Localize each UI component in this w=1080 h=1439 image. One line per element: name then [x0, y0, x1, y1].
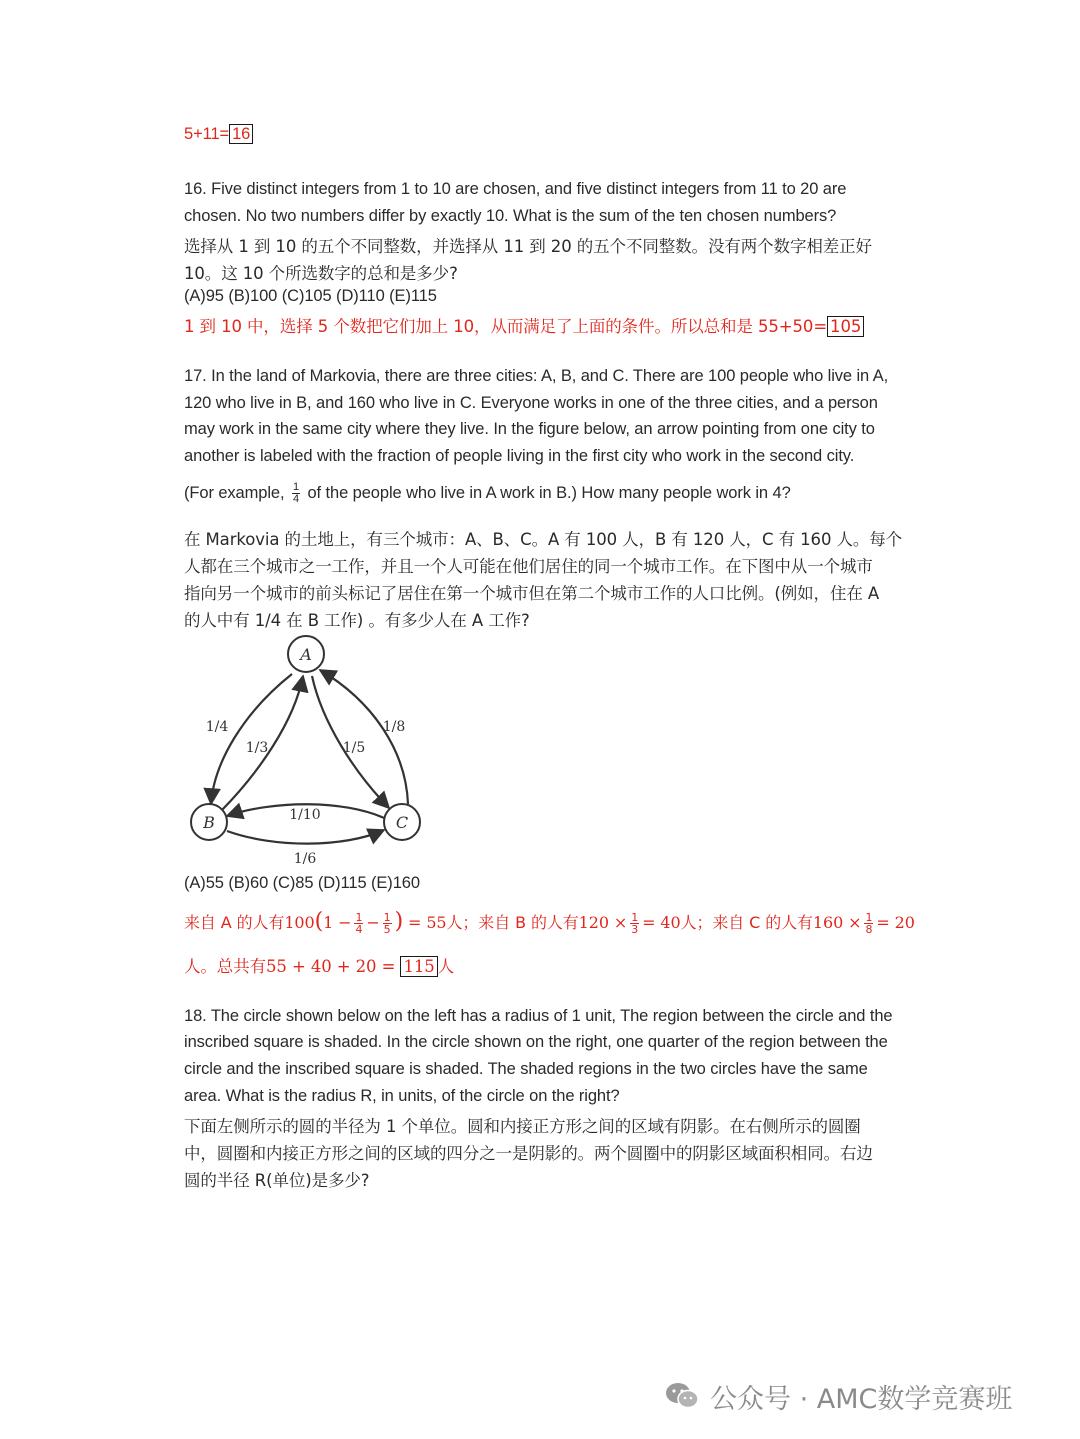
q16-en-line1: 16. Five distinct integers from 1 to 10 are chosen, and five distinct integers from 11 to 20 are [184, 180, 847, 198]
q17-example-post: of the people who live in A work in B.) How many people work in 4? [307, 483, 791, 502]
q17-sol-frac2 [383, 912, 392, 935]
q17-choices: (A)55 (B)60 (C)85 (D)115 (E)160 [184, 874, 420, 892]
fraction-numerator: 1 [383, 911, 391, 924]
q16-solution-text: 1 到 10 中，选择 5 个数把它们加上 10，从而满足了上面的条件。所以总和是 55+50= [184, 317, 828, 336]
edge-label-c-to-a: 1/8 [382, 719, 406, 735]
edge-b-to-c [227, 830, 384, 844]
q17-sol-math1c: = 55 [408, 913, 447, 932]
q17-sol2-pre: 人。总共有 [184, 957, 267, 976]
q17-sol-math3b: = 20 [876, 913, 915, 932]
q17-en-line5 [184, 482, 791, 505]
city-flow-diagram [184, 632, 444, 872]
q16-zh-line2: 10。这 10 个所选数字的总和是多少? [184, 264, 458, 283]
q17-zh-line1: 在 Markovia 的土地上，有三个城市：A、B、C。A 有 100 人，B 有 120 人，C 有 160 人。每个 [184, 530, 903, 549]
q18-en-line1: 18. The circle shown below on the left has a radius of 1 unit, The region between the circle and the [184, 1007, 893, 1025]
q17-sol-part3: 人；来自 C 的人有 [680, 913, 813, 932]
watermark [664, 1376, 1012, 1416]
fraction-numerator: 1 [292, 481, 299, 493]
edge-c-to-a [320, 670, 408, 804]
q17-sol-math1a: 100 [284, 913, 315, 932]
q18-en-line2: inscribed square is shaded. In the circle shown on the right, one quarter of the region between the [184, 1033, 888, 1051]
prev-answer-box: 16 [229, 124, 253, 144]
fraction-denominator: 8 [865, 923, 873, 936]
q16-zh-line1: 选择从 1 到 10 的五个不同整数，并选择从 11 到 20 的五个不同整数。没有两个数字相差正好 [184, 237, 872, 256]
q17-sol2-post: 人 [437, 957, 455, 976]
edge-label-a-to-b: 1/4 [205, 719, 229, 735]
edge-label-b-to-a: 1/3 [245, 740, 269, 756]
q17-sol-part2: 人；来自 B 的人有 [446, 913, 579, 932]
edge-a-to-b [211, 674, 292, 804]
fraction-denominator: 3 [631, 923, 639, 936]
prev-answer [184, 125, 253, 144]
watermark-text: 公众号 · AMC数学竞赛班 [710, 1383, 1013, 1415]
edge-label-c-to-b: 1/10 [289, 807, 321, 823]
q17-sol2-math: 55 + 40 + 20 = [266, 957, 396, 976]
fraction-numerator: 1 [865, 911, 873, 924]
q17-en-line3: may work in the same city where they live. In the figure below, an arrow pointing from one city to [184, 420, 875, 438]
q18-zh-line2: 中，圆圈和内接正方形之间的区域的四分之一是阴影的。两个圆圈中的阴影区域面积相同。右边 [184, 1144, 873, 1163]
wechat-icon [664, 1381, 700, 1411]
q17-sol-math2a: 120 × [578, 913, 628, 932]
q17-en-line2: 120 who live in B, and 160 who live in C. Everyone works in one of the three cities, and a person [184, 394, 878, 412]
q17-example-fraction [292, 482, 300, 505]
q17-sol-frac1 [354, 912, 363, 935]
city-node-c-label: C [395, 813, 409, 832]
q17-sol-math1b: 1 − [323, 913, 352, 932]
q17-sol-frac3 [630, 912, 639, 935]
q16-solution [184, 313, 864, 337]
q17-sol-minus: − [366, 913, 380, 932]
q18-zh-line1: 下面左侧所示的圆的半径为 1 个单位。圆和内接正方形之间的区域有阴影。在右侧所示的圆圈 [184, 1117, 861, 1136]
q17-sol-math2b: = 40 [642, 913, 681, 932]
q17-zh-line3: 指向另一个城市的前头标记了居住在第一个城市但在第二个城市工作的人口比例。(例如，住在 A [184, 584, 880, 603]
q17-sol-frac4 [864, 912, 873, 935]
city-node-b-label: B [203, 813, 215, 832]
q17-sol-math3a: 160 × [812, 913, 862, 932]
prev-answer-expr: 5+11= [184, 125, 230, 143]
q17-solution-line1: 来自 A 的人有100(1 − $\frac{1}{4}$ − $\frac{1}{5}$ ) = 55人；来自 B 的人有120 × $\frac{1}{3}$ = 40人；来自 C 的人有160 × $\frac{1}{8}$ = 20 [184, 909, 915, 936]
q16-en-line2: chosen. No two numbers differ by exactly 10. What is the sum of the ten chosen numbers? [184, 207, 837, 225]
q17-en-line4: another is labeled with the fraction of people living in the first city who work in the second city. [184, 447, 855, 465]
fraction-numerator: 1 [631, 911, 639, 924]
q18-en-line4: area. What is the radius R, in units, of the circle on the right? [184, 1087, 620, 1105]
q17-en-line1: 17. In the land of Markovia, there are three cities: A, B, and C. There are 100 people who live in A, [184, 367, 889, 385]
q16-choices: (A)95 (B)100 (C)105 (D)110 (E)115 [184, 287, 437, 305]
fraction-numerator: 1 [355, 911, 363, 924]
q17-solution-line2 [184, 953, 454, 977]
q18-zh-line3: 圆的半径 R(单位)是多少? [184, 1171, 370, 1190]
fraction-denominator: 4 [292, 493, 299, 505]
q17-answer-box: 115 [400, 956, 437, 977]
city-node-a-label: A [300, 645, 312, 664]
q17-sol-part1: 来自 A 的人有 [184, 913, 285, 932]
edge-label-a-to-c: 1/5 [342, 740, 366, 756]
q17-example-pre: (For example, [184, 483, 285, 502]
q16-answer-box: 105 [827, 316, 864, 337]
q17-zh-line2: 人都在三个城市之一工作，并且一个人可能在他们居住的同一个城市工作。在下图中从一个城市 [184, 557, 873, 576]
q17-zh-line4: 的人中有 1/4 在 B 工作) 。有多少人在 A 工作? [184, 611, 530, 630]
edge-label-b-to-c: 1/6 [293, 851, 317, 867]
fraction-denominator: 4 [355, 923, 363, 936]
q18-en-line3: circle and the inscribed square is shaded. The shaded regions in the two circles have the same [184, 1060, 868, 1078]
fraction-denominator: 5 [383, 923, 391, 936]
